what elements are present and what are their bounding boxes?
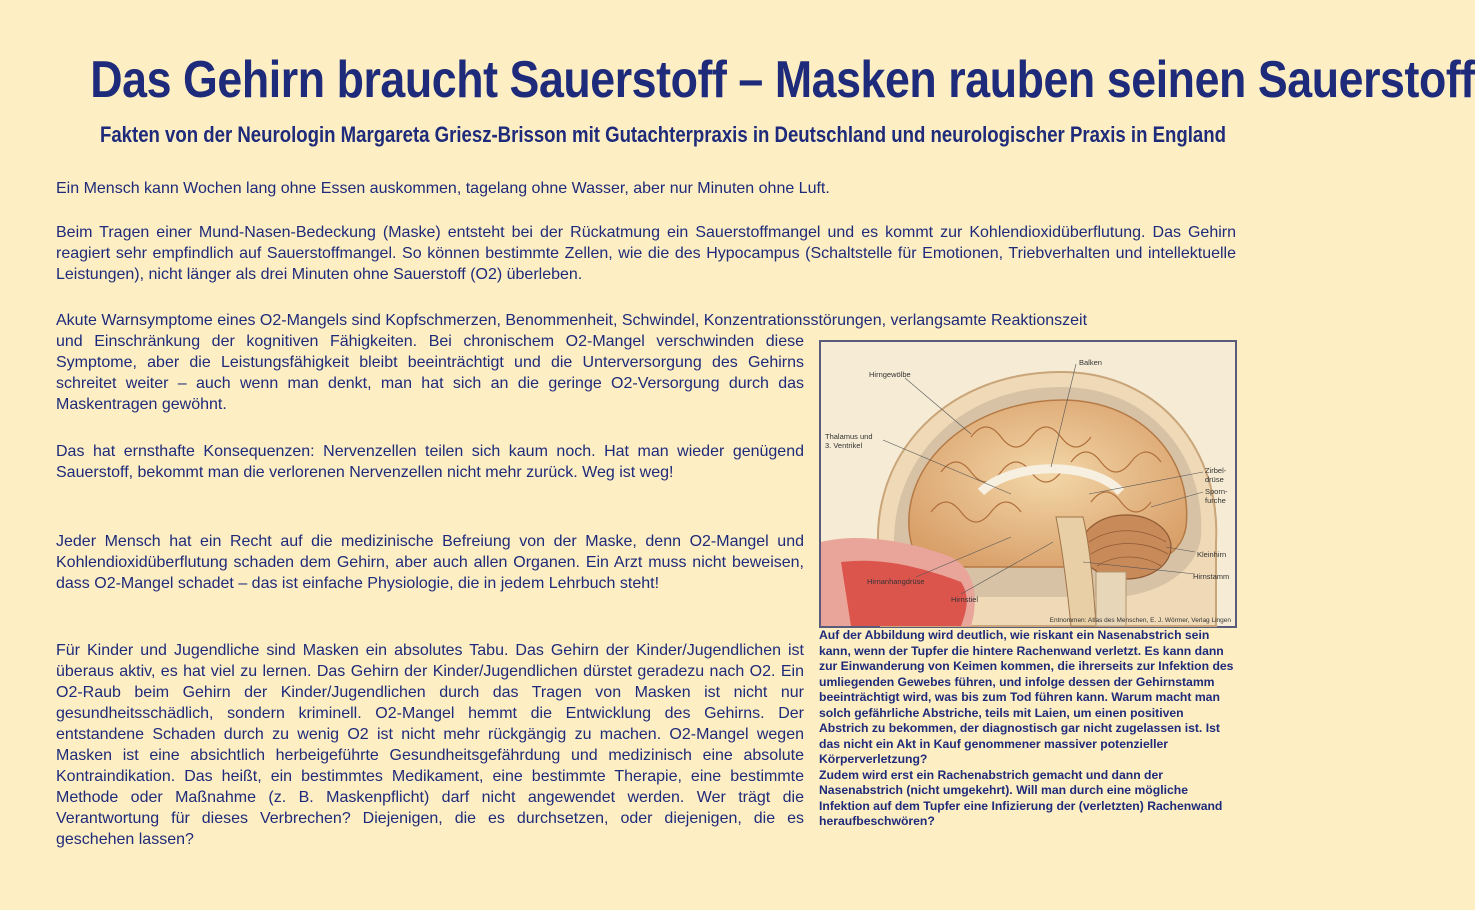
figure-caption	[819, 628, 1235, 830]
page-subtitle: Fakten von der Neurologin Margareta Griesz-Brisson mit Gutachterpraxis in Deutschland und neurologischer Praxis in England	[99, 122, 1226, 147]
label-spornfurche: Sporn- furche	[1205, 487, 1228, 505]
paragraph-symptoms-continued: und Einschränkung der kognitiven Fähigkeiten. Bei chronischem O2-Mangel verschwinden diese Symptome, aber die Leistungsfähigkeit bleibt beeinträchtigt und die Unterversorgung des Gehirns schreitet weiter – auch wenn man denkt, man hat sich an die geringe O2-Versorgung durch das Maskentragen gewöhnt.	[56, 333, 804, 413]
paragraph-mask-rebreathing: Beim Tragen einer Mund-Nasen-Bedeckung (Maske) entsteht bei der Rückatmung ein Sauerstoffmangel und es kommt zur Kohlendioxidüberflutung. Das Gehirn reagiert sehr empfindlich auf Sauerstoffmangel. So können bestimmte Zellen, wie die des Hypocampus (Schaltstelle für Emotionen, Triebverhalten und intellektuelle Leistungen), nicht länger als drei Minuten ohne Sauerstoff (O2) überleben.	[56, 224, 1236, 283]
page-title: Das Gehirn braucht Sauerstoff – Masken rauben seinen Sauerstoff	[90, 51, 1475, 109]
caption-paragraph-swab-order: Zudem wird erst ein Rachenabstrich gemacht und dann der Nasenabstrich (nicht umgekehrt). Will man durch eine mögliche Infektion auf dem Tupfer eine Infizierung der (verletzten) Rachenwand heraufbeschwören?	[819, 767, 1223, 828]
label-hirngewoelbe: Hirngewölbe	[869, 370, 911, 379]
figure-credit: Entnommen: Atlas des Menschen, E. J. Wörmer, Verlag Lingen	[1049, 617, 1231, 624]
paragraph-intro: Ein Mensch kann Wochen lang ohne Essen auskommen, tagelang ohne Wasser, aber nur Minuten ohne Luft.	[56, 180, 830, 197]
label-hirnanhangdruese: Hirnanhangdrüse	[867, 577, 925, 586]
brain-anatomy-figure	[819, 340, 1237, 628]
label-kleinhirn: Kleinhirn	[1197, 550, 1227, 559]
label-balken: Balken	[1079, 358, 1102, 367]
label-zirbeldruese: Zirbel- drüse	[1205, 466, 1227, 484]
label-hirnstiel: Hirnstiel	[951, 595, 979, 604]
label-hirnstamm: Hirnstamm	[1193, 572, 1230, 581]
paragraph-exemption: Jeder Mensch hat ein Recht auf die medizinische Befreiung von der Maske, denn O2-Mangel und Kohlendioxidüberflutung schaden dem Gehirn, aber auch allen Organen. Ein Arzt muss nicht beweisen, dass O2-Mangel schadet – das ist einfache Physiologie, die in jedem Lehrbuch steht!	[56, 533, 804, 592]
paragraph-consequences: Das hat ernsthafte Konsequenzen: Nervenzellen teilen sich kaum noch. Hat man wieder genügend Sauerstoff, bekommt man die verlorenen Nervenzellen nicht mehr zurück. Weg ist weg!	[56, 443, 804, 481]
caption-paragraph-swab-risk: Auf der Abbildung wird deutlich, wie riskant ein Nasenabstrich sein kann, wenn der Tupfer die hintere Rachenwand verletzt. Es kann dann zur Einwanderung von Keimen kommen, die ihrerseits zur Infektion des umliegenden Gewebes führen, und infolge dessen der Gehirnstamm beeinträchtigt wird, was bis zum Tod führen kann. Warum macht man solch gefährliche Abstriche, teils mit Laien, um einen positiven Abstrich zu bekommen, der diagnostisch gar nicht zugelassen ist. Ist das nicht ein Akt in Kauf genommener massiver potenzieller Körperverletzung?	[819, 628, 1234, 766]
paragraph-children: Für Kinder und Jugendliche sind Masken ein absolutes Tabu. Das Gehirn der Kinder/Jugendlichen ist überaus aktiv, es hat viel zu lernen. Das Gehirn der Kinder/Jugendlichen dürstet geradezu nach O2. Ein O2-Raub beim Gehirn der Kinder/Jugendlichen durch das Tragen von Masken ist nicht nur gesundheitsschädlich, sondern kriminell. O2-Mangel hemmt die Entwicklung des Gehirns. Der entstandene Schaden durch zu wenig O2 ist nicht mehr rückgängig zu machen. O2-Mangel wegen Masken ist eine absichtlich herbeigeführte Gesundheitsgefährdung und medizinisch eine absolute Kontraindikation. Das heißt, ein bestimmtes Medikament, eine bestimmte Therapie, eine bestimmte Methode oder Maßnahme (z. B. Maskenpflicht) darf nicht angewendet werden. Wer trägt die Verantwortung für dieses Verbrechen? Diejenigen, die es durchsetzen, oder diejenigen, die es geschehen lassen?	[56, 642, 804, 848]
label-thalamus: Thalamus und 3. Ventrikel	[825, 432, 873, 450]
paragraph-symptoms-line1: Akute Warnsymptome eines O2-Mangels sind Kopfschmerzen, Benommenheit, Schwindel, Konzentrationsstörungen, verlangsamte Reaktionszeit	[56, 312, 1088, 329]
